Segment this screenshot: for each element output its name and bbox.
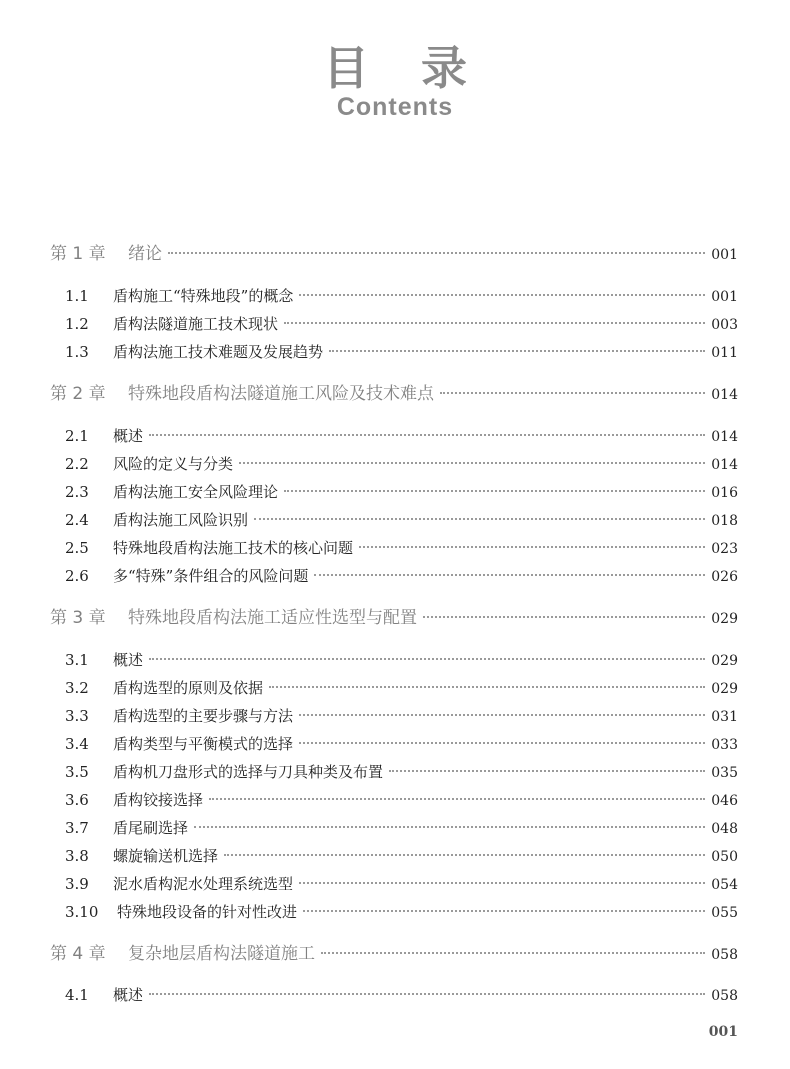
- toc-section-4-1: [65, 983, 738, 1007]
- dot-leader: [321, 952, 705, 954]
- chapter-title: 复杂地层盾构法隧道施工: [128, 944, 315, 964]
- section-number: 2.1: [65, 427, 89, 445]
- section-number: 3.5: [65, 763, 89, 781]
- toc-section-3-1: [65, 648, 738, 672]
- toc-section-1-2: [65, 312, 738, 336]
- section-number: 1.2: [65, 315, 89, 333]
- page-ref: 031: [711, 709, 738, 725]
- toc-section-2-6: [65, 564, 738, 588]
- section-number: 1.1: [65, 287, 89, 305]
- toc-chapter-4: [50, 942, 738, 966]
- dot-leader: [194, 826, 705, 828]
- dot-leader: [168, 252, 705, 254]
- section-title: 特殊地段设备的针对性改进: [117, 903, 298, 921]
- chapter-number: 第 3 章: [50, 608, 106, 628]
- chapter-title: 绪论: [128, 244, 162, 264]
- dot-leader: [209, 798, 705, 800]
- section-number: 3.8: [65, 847, 89, 865]
- dot-leader: [254, 518, 705, 520]
- page-ref: 035: [711, 765, 738, 781]
- section-number: 3.10: [65, 903, 99, 921]
- section-title: 盾尾刷选择: [113, 819, 189, 837]
- toc-chapter-3: [50, 606, 738, 630]
- dot-leader: [314, 574, 705, 576]
- toc-section-3-6: [65, 788, 738, 812]
- dot-leader: [299, 742, 705, 744]
- section-title: 风险的定义与分类: [113, 455, 234, 473]
- section-title: 盾构选型的原则及依据: [113, 679, 264, 697]
- section-number: 2.6: [65, 567, 89, 585]
- page-ref: 054: [711, 877, 738, 893]
- page-ref: 046: [711, 793, 738, 809]
- section-title: 盾构施工“特殊地段”的概念: [113, 287, 294, 305]
- section-number: 3.9: [65, 875, 89, 893]
- section-title: 盾构法施工风险识别: [113, 511, 249, 529]
- page-ref: 016: [711, 485, 738, 501]
- section-number: 3.1: [65, 651, 89, 669]
- section-number: 3.7: [65, 819, 89, 837]
- page-ref: 014: [711, 429, 738, 445]
- toc-section-3-9: [65, 872, 738, 896]
- section-number: 3.6: [65, 791, 89, 809]
- section-title: 盾构铰接选择: [113, 791, 204, 809]
- chapter-number: 第 4 章: [50, 944, 106, 964]
- page-ref: 048: [711, 821, 738, 837]
- toc-section-3-8: [65, 844, 738, 868]
- dot-leader: [299, 882, 705, 884]
- chapter-title: 特殊地段盾构法施工适应性选型与配置: [128, 608, 417, 628]
- toc-chapter-2: [50, 382, 738, 406]
- toc-section-3-5: [65, 760, 738, 784]
- page-ref: 058: [711, 947, 738, 963]
- dot-leader: [224, 854, 705, 856]
- section-number: 4.1: [65, 986, 89, 1004]
- dot-leader: [303, 910, 705, 912]
- section-title: 盾构选型的主要步骤与方法: [113, 707, 294, 725]
- section-number: 2.2: [65, 455, 89, 473]
- section-number: 2.5: [65, 539, 89, 557]
- toc-section-2-2: [65, 452, 738, 476]
- dot-leader: [149, 434, 705, 436]
- section-number: 2.3: [65, 483, 89, 501]
- page-ref: 029: [711, 681, 738, 697]
- toc-section-2-3: [65, 480, 738, 504]
- section-title: 盾构机刀盘形式的选择与刀具种类及布置: [113, 763, 384, 781]
- page-ref: 003: [711, 317, 738, 333]
- dot-leader: [149, 658, 705, 660]
- toc-section-3-10: [65, 900, 738, 924]
- toc-section-3-3: [65, 704, 738, 728]
- page-ref: 058: [711, 988, 738, 1004]
- section-title: 泥水盾构泥水处理系统选型: [113, 875, 294, 893]
- page-subtitle: Contents: [336, 93, 454, 121]
- section-title: 概述: [113, 427, 144, 445]
- dot-leader: [299, 294, 705, 296]
- page-ref: 001: [711, 289, 738, 305]
- dot-leader: [359, 546, 705, 548]
- dot-leader: [389, 770, 705, 772]
- dot-leader: [284, 322, 705, 324]
- chapter-title: 特殊地段盾构法隧道施工风险及技术难点: [128, 384, 434, 404]
- section-title: 盾构类型与平衡模式的选择: [113, 735, 294, 753]
- toc-section-3-7: [65, 816, 738, 840]
- dot-leader: [329, 350, 705, 352]
- section-title: 盾构法施工技术难题及发展趋势: [113, 343, 324, 361]
- section-number: 1.3: [65, 343, 89, 361]
- section-title: 概述: [113, 651, 144, 669]
- page-title: 目录: [323, 41, 519, 95]
- dot-leader: [149, 993, 705, 995]
- dot-leader: [440, 392, 705, 394]
- dot-leader: [269, 686, 705, 688]
- page-ref: 011: [711, 345, 738, 361]
- page-number: 001: [708, 1024, 738, 1040]
- page-ref: 001: [711, 247, 738, 263]
- section-title: 特殊地段盾构法施工技术的核心问题: [113, 539, 354, 557]
- section-title: 盾构法隧道施工技术现状: [113, 315, 279, 333]
- section-title: 多“特殊”条件组合的风险问题: [113, 567, 309, 585]
- page-ref: 029: [711, 653, 738, 669]
- page-ref: 014: [711, 387, 738, 403]
- section-title: 概述: [113, 986, 144, 1004]
- toc-section-2-1: [65, 424, 738, 448]
- toc-section-2-5: [65, 536, 738, 560]
- toc-section-3-2: [65, 676, 738, 700]
- section-number: 3.2: [65, 679, 89, 697]
- toc-chapter-1: [50, 242, 738, 266]
- page-ref: 018: [711, 513, 738, 529]
- dot-leader: [299, 714, 705, 716]
- page-ref: 055: [711, 905, 738, 921]
- section-number: 3.4: [65, 735, 89, 753]
- page-ref: 014: [711, 457, 738, 473]
- page-ref: 023: [711, 541, 738, 557]
- section-number: 3.3: [65, 707, 89, 725]
- chapter-number: 第 2 章: [50, 384, 106, 404]
- page-ref: 033: [711, 737, 738, 753]
- toc-section-1-3: [65, 340, 738, 364]
- section-title: 螺旋输送机选择: [113, 847, 219, 865]
- page-ref: 026: [711, 569, 738, 585]
- toc-section-1-1: [65, 284, 738, 308]
- page-ref: 029: [711, 611, 738, 627]
- dot-leader: [423, 616, 705, 618]
- toc-section-3-4: [65, 732, 738, 756]
- chapter-number: 第 1 章: [50, 244, 106, 264]
- section-number: 2.4: [65, 511, 89, 529]
- page-ref: 050: [711, 849, 738, 865]
- dot-leader: [284, 490, 705, 492]
- section-title: 盾构法施工安全风险理论: [113, 483, 279, 501]
- toc-section-2-4: [65, 508, 738, 532]
- dot-leader: [239, 462, 705, 464]
